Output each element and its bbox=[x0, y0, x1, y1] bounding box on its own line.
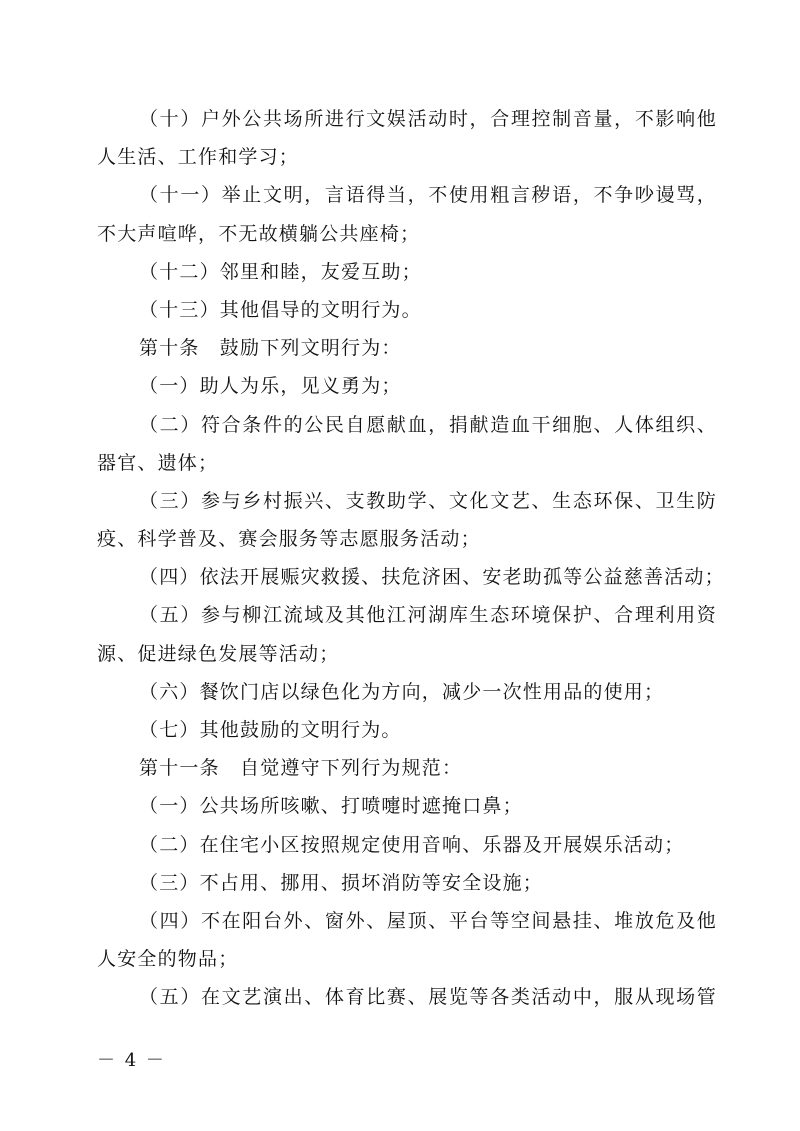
text-line: 源、促进绿色发展等活动； bbox=[97, 642, 340, 665]
text-line: 不大声喧哗，不无故横躺公共座椅； bbox=[97, 222, 421, 245]
text-line: （一）助人为乐，见义勇为； bbox=[139, 375, 402, 398]
text-line: （四）不在阳台外、窗外、屋顶、平台等空间悬挂、堆放危及他 bbox=[139, 909, 717, 932]
text-line: （五）参与柳江流域及其他江河湖库生态环境保护、合理利用资 bbox=[139, 604, 717, 627]
text-line: 人生活、工作和学习； bbox=[97, 146, 300, 169]
text-line: （一）公共场所咳嗽、打喷嚏时遮掩口鼻； bbox=[139, 795, 523, 818]
text-line: 人安全的物品； bbox=[97, 948, 239, 971]
text-line: （三）参与乡村振兴、支教助学、文化文艺、生态环保、卫生防 bbox=[139, 489, 717, 512]
text-line: （十）户外公共场所进行文娱活动时，合理控制音量，不影响他 bbox=[139, 108, 717, 130]
text-line: （四）依法开展赈灾救援、扶危济困、安老助孤等公益慈善活动； bbox=[139, 566, 725, 589]
page-number: － 4 － bbox=[97, 1050, 166, 1071]
text-line: （七）其他鼓励的文明行为。 bbox=[139, 719, 402, 741]
text-line: （十一）举止文明，言语得当，不使用粗言秽语，不争吵谩骂， bbox=[139, 184, 717, 207]
text-line: （三）不占用、挪用、损坏消防等安全设施； bbox=[139, 871, 544, 894]
text-line: （十三）其他倡导的文明行为。 bbox=[139, 298, 422, 321]
body-text bbox=[97, 100, 725, 1017]
text-line: （六）餐饮门店以绿色化为方向，减少一次性用品的使用； bbox=[139, 680, 665, 703]
text-line: （十二）邻里和睦，友爱互助； bbox=[139, 260, 422, 283]
text-line: （二）在住宅小区按照规定使用音响、乐器及开展娱乐活动； bbox=[139, 833, 685, 856]
text-line: （二）符合条件的公民自愿献血，捐献造血干细胞、人体组织、 bbox=[139, 413, 717, 436]
text-line: （五）在文艺演出、体育比赛、展览等各类活动中，服从现场管 bbox=[139, 986, 717, 1009]
article-heading: 第十一条 自觉遵守下列行为规范： bbox=[139, 757, 463, 780]
text-line: 器官、遗体； bbox=[97, 451, 219, 474]
text-line: 疫、科学普及、赛会服务等志愿服务活动； bbox=[97, 528, 481, 551]
article-heading: 第十条 鼓励下列文明行为： bbox=[139, 337, 402, 360]
